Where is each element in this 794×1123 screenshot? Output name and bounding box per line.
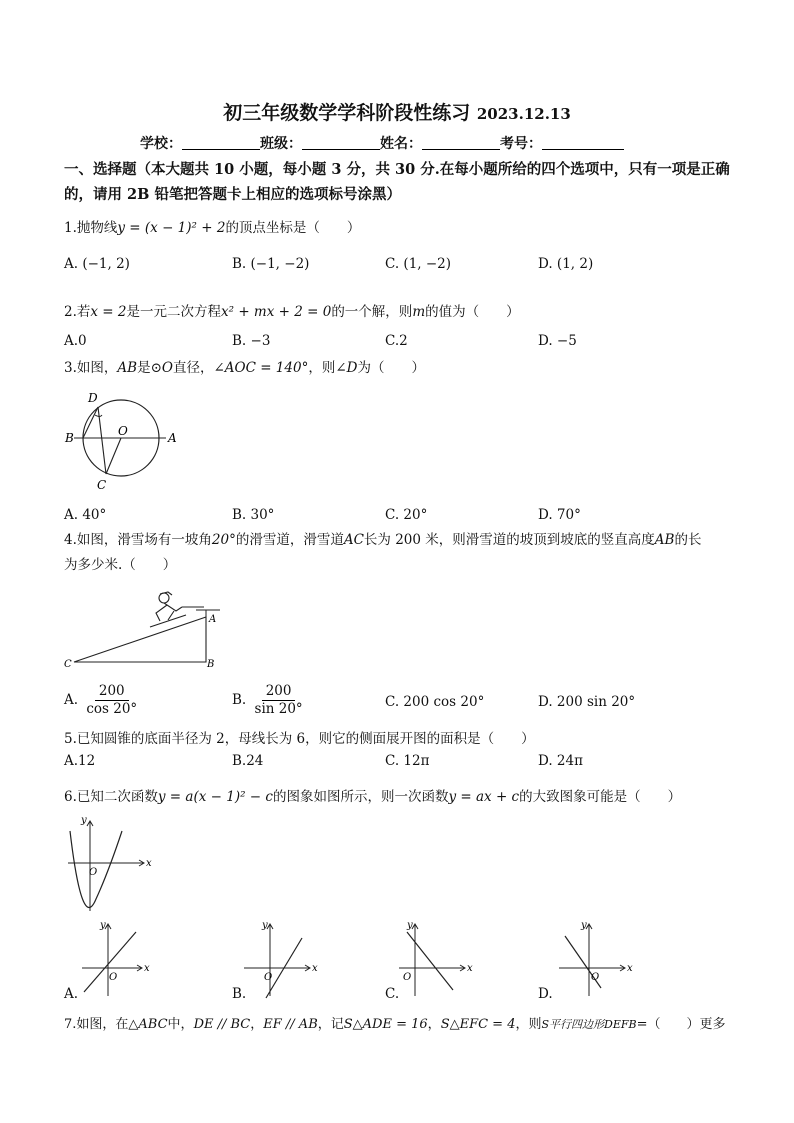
q4-angle: 20°: [211, 532, 236, 548]
q4-triangle: [74, 617, 206, 662]
q4-option-b: [232, 683, 307, 718]
school-blank[interactable]: [182, 135, 260, 150]
q6-stem: 6.已知二次函数: [64, 789, 158, 805]
q6-axis-x: x: [146, 858, 152, 869]
q7-s1: S△ADE = 16: [343, 1017, 428, 1032]
q4-option-c: C. 200 cos 20°: [385, 694, 485, 710]
q6-d-axis-x: x: [627, 963, 633, 974]
q3-angle: ∠AOC = 140°: [213, 360, 309, 376]
q3-label-o: O: [118, 424, 128, 438]
question-5: 5.已知圆锥的底面半径为 2，母线长为 6，则它的侧面展开图的面积是（ ）: [64, 731, 535, 747]
name-blank[interactable]: [422, 135, 500, 150]
q6-stem-end: 的大致图象可能是（ ）: [519, 789, 682, 805]
q6-stem-2: 的图象如图所示，则一次函数: [272, 789, 449, 805]
q4-ab: AB: [654, 532, 675, 548]
section-heading: 一、选择题（本大题共 10 小题，每小题 3 分，共 30 分.在每小题所给的四个选项中，只有一项是正确的，请用 2B 铅笔把答题卡上相应的选项标号涂黑）: [64, 161, 730, 203]
q3-label-d: D: [88, 391, 98, 405]
q6-a-axis-x: x: [144, 963, 150, 974]
q2-stem: 2.若: [64, 304, 91, 320]
exam-date: 2023.12.13: [476, 105, 571, 123]
class-blank[interactable]: [302, 135, 380, 150]
question-7: [64, 1013, 726, 1032]
q6-graph-a: [78, 918, 158, 1000]
q3-ab: AB: [117, 360, 138, 376]
q3-option-c: C. 20°: [385, 507, 428, 523]
q4-option-b-label: B.: [232, 692, 247, 708]
q3-chord-db: [83, 407, 98, 438]
page-title: [0, 98, 794, 125]
exam-no-label: 考号：: [500, 136, 542, 152]
q7-stem-end[interactable]: =（ ）更多: [636, 1017, 726, 1032]
q6-graph-b: [240, 918, 320, 1000]
q4-option-b-fraction: [251, 683, 307, 718]
q5-option-d: D. 24π: [538, 753, 583, 769]
q4-option-a-fraction: [82, 683, 141, 718]
q2-stem-2: 是一元二次方程: [126, 304, 221, 320]
q5-option-c: C. 12π: [385, 753, 430, 769]
q6-a-axis-y: y: [100, 920, 106, 931]
q5-option-b: B.24: [232, 753, 264, 769]
title-text: 初三年级数学学科阶段性练习: [223, 102, 471, 124]
q5-option-a: A.12: [64, 753, 96, 769]
q4-option-a-den: cos 20°: [86, 701, 138, 717]
q2-equation: x² + mx + 2 = 0: [221, 304, 332, 320]
q2-stem-end: 的值为（ ）: [425, 304, 520, 320]
q6-option-c: C.: [385, 986, 400, 1002]
q4-stem-4: 的长: [674, 532, 702, 548]
skier-icon: [150, 592, 204, 627]
exam-no-blank[interactable]: [542, 135, 624, 150]
q2-option-d: D. −5: [538, 333, 577, 349]
q3-stem-3: 直径，: [172, 360, 214, 376]
q1-option-c: C. (1, −2): [385, 256, 452, 272]
q4-option-d: D. 200 sin 20°: [538, 694, 636, 710]
q3-stem-4: ，则: [308, 360, 336, 376]
q6-b-axis-y: y: [262, 920, 268, 931]
q6-graph-d: [555, 918, 635, 1000]
q3-label-a: A: [168, 431, 177, 445]
school-label: 学校：: [140, 136, 182, 152]
q6-parabola-graph: [64, 813, 154, 915]
q3-radius-oc: [106, 438, 121, 474]
q3-option-b: B. 30°: [232, 507, 275, 523]
q6-a-origin: O: [109, 972, 118, 983]
q6-option-a: A.: [64, 986, 79, 1002]
student-info-row: [140, 133, 624, 153]
q2-x-value: x = 2: [90, 304, 127, 320]
q7-stem-4: ，则: [515, 1017, 542, 1032]
q3-label-b: B: [65, 431, 74, 445]
q7-sep-2: ，: [427, 1017, 441, 1032]
q1-option-a: A. (−1, 2): [64, 256, 130, 272]
q6-b-axis-x: x: [312, 963, 318, 974]
q4-stem-end: 为多少米.（ ）: [64, 557, 177, 573]
q1-stem: 1.抛物线: [64, 220, 118, 236]
q6-c-axis-y: y: [407, 920, 413, 931]
q1-option-b: B. (−1, −2): [232, 256, 310, 272]
question-4: [64, 528, 744, 578]
q1-stem-end: 的顶点坐标是（ ）: [225, 220, 361, 236]
q4-label-b: B: [207, 659, 215, 670]
q6-origin: O: [89, 867, 98, 878]
q7-stem: 7.如图，在: [64, 1017, 129, 1032]
q4-option-a-num: 200: [95, 683, 129, 701]
q2-option-c: C.2: [385, 333, 408, 349]
q3-angle-d: ∠D: [335, 360, 358, 376]
name-label: 姓名：: [380, 136, 422, 152]
q7-sep: ，: [250, 1017, 264, 1032]
q6-c-origin: O: [403, 972, 412, 983]
q6-option-b: B.: [232, 986, 247, 1002]
q3-circle-figure: [62, 385, 186, 495]
q2-option-b: B. −3: [232, 333, 271, 349]
q7-triangle: △ABC: [128, 1017, 168, 1032]
q6-option-d: D.: [538, 986, 553, 1002]
q6-d-axis-y: y: [581, 920, 587, 931]
q4-option-b-num: 200: [262, 683, 296, 701]
question-1: [64, 216, 360, 236]
q6-c-axis-x: x: [467, 963, 473, 974]
question-2: [64, 300, 520, 320]
q6-axis-y: y: [81, 815, 87, 826]
q3-stem-2: 是: [137, 360, 151, 376]
q3-stem-end: 为（ ）: [357, 360, 425, 376]
q7-s2: S△EFC = 4: [440, 1017, 516, 1032]
q4-slope-figure: [64, 585, 224, 671]
q4-stem-2: 的滑雪道，滑雪道: [235, 532, 344, 548]
q7-stem-3: ，记: [317, 1017, 344, 1032]
q4-stem: 4.如图，滑雪场有一坡角: [64, 532, 212, 548]
q3-circle: ⊙O: [150, 360, 173, 376]
q4-option-a-label: A.: [64, 692, 79, 708]
q6-linear: y = ax + c: [448, 789, 520, 805]
q4-option-b-den: sin 20°: [254, 701, 303, 717]
q6-b-origin: O: [264, 972, 273, 983]
q7-s3: S平行四边形DEFB: [541, 1018, 637, 1031]
question-6: [64, 785, 681, 805]
q2-stem-3: 的一个解，则: [331, 304, 413, 320]
q6-graph-c: [395, 918, 475, 1000]
class-label: 班级：: [260, 136, 302, 152]
q3-label-c: C: [97, 478, 107, 492]
q4-label-a: A: [209, 614, 217, 625]
q7-de: DE // BC: [193, 1017, 251, 1032]
question-3: [64, 356, 425, 376]
q2-variable: m: [412, 304, 426, 320]
q6-formula: y = a(x − 1)² − c: [157, 789, 273, 805]
q3-stem: 3.如图，: [64, 360, 118, 376]
q4-stem-3: 长为 200 米，则滑雪道的坡顶到坡底的竖直高度: [363, 532, 655, 548]
q3-option-a: A. 40°: [64, 507, 107, 523]
q7-stem-2: 中，: [167, 1017, 194, 1032]
q4-ac: AC: [343, 532, 364, 548]
q6-d-origin: O: [591, 972, 600, 983]
q4-option-a: [64, 683, 141, 718]
q1-option-d: D. (1, 2): [538, 256, 594, 272]
q1-formula: y = (x − 1)² + 2: [117, 220, 226, 236]
q3-chord-dc: [98, 407, 106, 474]
q4-label-c: C: [64, 659, 72, 670]
q7-ef: EF // AB: [263, 1017, 318, 1032]
q3-option-d: D. 70°: [538, 507, 581, 523]
q2-option-a: A.0: [64, 333, 87, 349]
